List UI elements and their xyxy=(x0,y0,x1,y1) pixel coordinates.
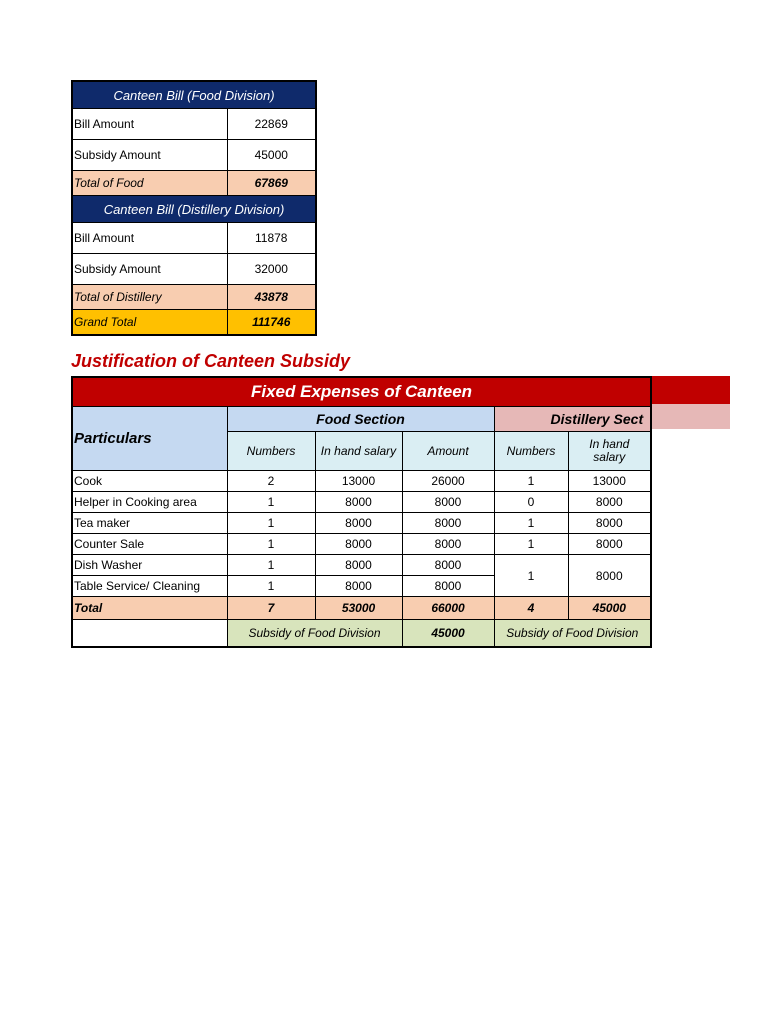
grand-total-row xyxy=(72,310,316,336)
table-row xyxy=(72,492,651,513)
row-label: Subsidy Amount xyxy=(72,140,227,171)
food-salary: 13000 xyxy=(315,471,402,492)
dist-salary: 8000 xyxy=(568,555,651,597)
row-value: 32000 xyxy=(227,254,316,285)
table-row xyxy=(72,254,316,285)
dist-salary: 8000 xyxy=(568,513,651,534)
distillery-band-overflow xyxy=(650,404,730,429)
subsidy-food-value: 45000 xyxy=(402,620,494,648)
dist-numbers: 1 xyxy=(494,471,568,492)
row-label: Subsidy Amount xyxy=(72,254,227,285)
table-row xyxy=(72,109,316,140)
food-amount: 8000 xyxy=(402,576,494,597)
table-row xyxy=(72,513,651,534)
food-total-value: 67869 xyxy=(227,171,316,196)
total-dist-numbers: 4 xyxy=(494,597,568,620)
dist-numbers-header: Numbers xyxy=(494,432,568,471)
food-salary-header: In hand salary xyxy=(315,432,402,471)
food-total-label: Total of Food xyxy=(72,171,227,196)
total-row xyxy=(72,597,651,620)
particular-name: Counter Sale xyxy=(72,534,227,555)
section-header-row xyxy=(72,407,651,432)
row-value: 45000 xyxy=(227,140,316,171)
food-amount: 8000 xyxy=(402,492,494,513)
total-label: Total xyxy=(72,597,227,620)
dist-salary: 8000 xyxy=(568,534,651,555)
food-amount-header: Amount xyxy=(402,432,494,471)
dist-salary: 13000 xyxy=(568,471,651,492)
food-numbers-header: Numbers xyxy=(227,432,315,471)
total-dist-salary: 45000 xyxy=(568,597,651,620)
fixed-expenses-title: Fixed Expenses of Canteen xyxy=(72,377,651,407)
food-salary: 8000 xyxy=(315,576,402,597)
food-salary: 8000 xyxy=(315,534,402,555)
food-division-header-row xyxy=(72,81,316,109)
distillery-total-label: Total of Distillery xyxy=(72,285,227,310)
table-row xyxy=(72,534,651,555)
food-amount: 26000 xyxy=(402,471,494,492)
empty-cell xyxy=(72,620,227,648)
distillery-total-value: 43878 xyxy=(227,285,316,310)
subsidy-row xyxy=(72,620,651,648)
total-food-amount: 66000 xyxy=(402,597,494,620)
food-numbers: 1 xyxy=(227,513,315,534)
fixed-expenses-table xyxy=(71,376,652,648)
dist-numbers: 1 xyxy=(494,534,568,555)
dist-numbers: 1 xyxy=(494,555,568,597)
dist-numbers: 0 xyxy=(494,492,568,513)
dist-salary-header: In hand salary xyxy=(568,432,651,471)
food-salary: 8000 xyxy=(315,555,402,576)
row-value: 22869 xyxy=(227,109,316,140)
row-label: Bill Amount xyxy=(72,109,227,140)
fixed-expenses-title-row xyxy=(72,377,651,407)
table-row xyxy=(72,223,316,254)
food-total-row xyxy=(72,171,316,196)
row-value: 11878 xyxy=(227,223,316,254)
particular-name: Cook xyxy=(72,471,227,492)
total-food-numbers: 7 xyxy=(227,597,315,620)
grand-total-value: 111746 xyxy=(227,310,316,336)
distillery-division-header-row xyxy=(72,196,316,223)
food-amount: 8000 xyxy=(402,513,494,534)
table-row xyxy=(72,471,651,492)
food-salary: 8000 xyxy=(315,492,402,513)
food-numbers: 1 xyxy=(227,555,315,576)
particular-name: Helper in Cooking area xyxy=(72,492,227,513)
row-label: Bill Amount xyxy=(72,223,227,254)
food-numbers: 1 xyxy=(227,492,315,513)
food-numbers: 1 xyxy=(227,576,315,597)
subsidy-food-label: Subsidy of Food Division xyxy=(227,620,402,648)
table-row xyxy=(72,140,316,171)
subsidy-dist-label: Subsidy of Food Division xyxy=(494,620,651,648)
distillery-section-header: Distillery Sect xyxy=(494,407,651,432)
food-section-header: Food Section xyxy=(227,407,494,432)
grand-total-label: Grand Total xyxy=(72,310,227,336)
canteen-bill-table xyxy=(71,80,317,336)
total-food-salary: 53000 xyxy=(315,597,402,620)
justification-title: Justification of Canteen Subsidy xyxy=(71,351,351,371)
particular-name: Dish Washer xyxy=(72,555,227,576)
food-amount: 8000 xyxy=(402,555,494,576)
food-amount: 8000 xyxy=(402,534,494,555)
food-numbers: 2 xyxy=(227,471,315,492)
food-salary: 8000 xyxy=(315,513,402,534)
particular-name: Tea maker xyxy=(72,513,227,534)
particular-name: Table Service/ Cleaning xyxy=(72,576,227,597)
title-band-overflow xyxy=(650,376,730,404)
food-division-header: Canteen Bill (Food Division) xyxy=(72,81,316,109)
table-row xyxy=(72,555,651,576)
distillery-division-header: Canteen Bill (Distillery Division) xyxy=(72,196,316,223)
distillery-total-row xyxy=(72,285,316,310)
food-numbers: 1 xyxy=(227,534,315,555)
particulars-header: Particulars xyxy=(72,407,227,471)
dist-numbers: 1 xyxy=(494,513,568,534)
dist-salary: 8000 xyxy=(568,492,651,513)
